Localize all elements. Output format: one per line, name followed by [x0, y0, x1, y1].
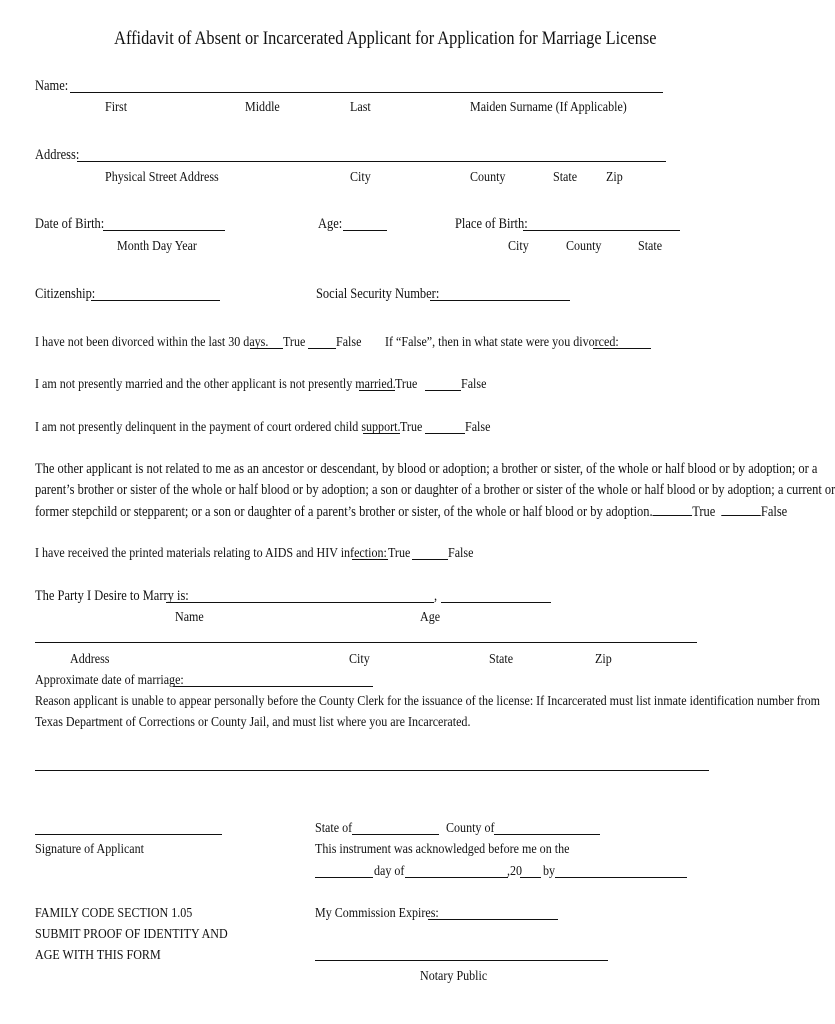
- support-false-label: False: [465, 420, 491, 435]
- notary-year-prefix: ,20: [507, 864, 523, 879]
- pob-city-sublabel: City: [508, 239, 529, 254]
- name-field[interactable]: [70, 92, 663, 93]
- party-age-sublabel: Age: [420, 610, 441, 625]
- relation-false-label: False: [760, 504, 788, 520]
- party-label: The Party I Desire to Marry is:: [35, 588, 189, 604]
- name-first-sublabel: First: [105, 100, 128, 115]
- notary-signature-field[interactable]: [315, 960, 608, 961]
- notary-by-label: by: [543, 864, 556, 879]
- notary-ack-line: This instrument was acknowledged before me on the: [315, 842, 570, 857]
- address-street-sublabel: Physical Street Address: [105, 170, 219, 185]
- pob-state-sublabel: State: [638, 239, 663, 254]
- relation-statement: [35, 459, 835, 523]
- notary-public-label: Notary Public: [420, 969, 488, 984]
- dob-label: Date of Birth:: [35, 216, 105, 232]
- support-true-blank[interactable]: [363, 433, 400, 434]
- applicant-signature-field[interactable]: [35, 834, 222, 835]
- relation-false-blank[interactable]: [721, 501, 761, 516]
- married-true-label: True: [395, 377, 418, 392]
- name-maiden-sublabel: Maiden Surname (If Applicable): [470, 100, 627, 115]
- reason-line-2: Texas Department of Corrections or County Jail, and must list where you are Incarcerated.: [35, 715, 471, 730]
- married-statement: I am not presently married and the other applicant is not presently married.: [35, 377, 396, 392]
- relation-line-1: The other applicant is not related to me as an ancestor or descendant, by blood or adoption; a brother or sister, of the whole or half blood or by adoption; or a: [35, 461, 818, 477]
- address-label: Address:: [35, 147, 80, 163]
- aids-false-blank[interactable]: [412, 559, 448, 560]
- place-of-birth-field[interactable]: [523, 230, 680, 231]
- divorce-false-label: False: [336, 335, 362, 350]
- address-county-sublabel: County: [470, 170, 506, 185]
- married-false-label: False: [461, 377, 487, 392]
- dob-sublabel: Month Day Year: [117, 239, 197, 254]
- aids-true-label: True: [388, 546, 411, 561]
- applicant-signature-label: Signature of Applicant: [35, 842, 145, 857]
- name-middle-sublabel: Middle: [245, 100, 280, 115]
- notary-month-field[interactable]: [405, 877, 508, 878]
- divorce-state-question: If “False”, then in what state were you divorced:: [385, 335, 619, 350]
- party-comma: ,: [434, 588, 438, 604]
- place-of-birth-label: Place of Birth:: [455, 216, 528, 232]
- relation-line-3-text: former stepchild or stepparent; or a son or daughter of a parent’s brother or sister, of the whole or half blood or by adoption.: [35, 504, 653, 520]
- reason-line-1: Reason applicant is unable to appear personally before the County Clerk for the issuance of the license: If Incarcerated must list inmate identification number from: [35, 694, 821, 709]
- married-false-blank[interactable]: [425, 390, 461, 391]
- support-true-label: True: [400, 420, 423, 435]
- support-false-blank[interactable]: [425, 433, 465, 434]
- divorce-true-label: True: [283, 335, 306, 350]
- aids-statement: I have received the printed materials relating to AIDS and HIV infection:: [35, 546, 387, 561]
- married-true-blank[interactable]: [359, 390, 395, 391]
- aids-false-label: False: [448, 546, 474, 561]
- notary-state-label: State of: [315, 821, 353, 836]
- family-code-line-3: AGE WITH THIS FORM: [35, 948, 161, 963]
- pob-county-sublabel: County: [566, 239, 602, 254]
- divorce-false-blank[interactable]: [308, 348, 336, 349]
- party-zip-sublabel: Zip: [595, 652, 612, 667]
- notary-state-field[interactable]: [352, 834, 439, 835]
- age-field[interactable]: [343, 230, 387, 231]
- reason-field[interactable]: [35, 770, 709, 771]
- address-field[interactable]: [77, 161, 666, 162]
- party-age-field[interactable]: [441, 602, 551, 603]
- party-name-sublabel: Name: [175, 610, 204, 625]
- ssn-field[interactable]: [430, 300, 570, 301]
- divorce-state-field[interactable]: [593, 348, 651, 349]
- notary-day-field[interactable]: [315, 877, 373, 878]
- relation-line-2: parent’s brother or sister of the whole or half blood or by adoption; a son or daughter of a brother or sister of the whole or half blood or by adoption; a current or: [35, 482, 835, 498]
- citizenship-label: Citizenship:: [35, 286, 96, 302]
- citizenship-field[interactable]: [91, 300, 220, 301]
- family-code-line-1: FAMILY CODE SECTION 1.05: [35, 906, 193, 921]
- approx-date-label: Approximate date of marriage:: [35, 673, 184, 688]
- commission-expires-label: My Commission Expires:: [315, 906, 439, 921]
- notary-by-field[interactable]: [555, 877, 687, 878]
- relation-line-3: [35, 501, 788, 523]
- commission-expires-field[interactable]: [428, 919, 558, 920]
- notary-day-of-label: day of: [374, 864, 405, 879]
- age-label: Age:: [318, 216, 343, 232]
- party-state-sublabel: State: [489, 652, 514, 667]
- notary-county-field[interactable]: [494, 834, 600, 835]
- party-city-sublabel: City: [349, 652, 370, 667]
- form-title: Affidavit of Absent or Incarcerated Applicant for Application for Marriage License: [113, 28, 657, 49]
- family-code-line-2: SUBMIT PROOF OF IDENTITY AND: [35, 927, 228, 942]
- child-support-statement: I am not presently delinquent in the payment of court ordered child support.: [35, 420, 401, 435]
- name-last-sublabel: Last: [350, 100, 371, 115]
- relation-true-label: True: [692, 504, 716, 520]
- party-name-field[interactable]: [166, 602, 434, 603]
- relation-true-blank[interactable]: [653, 501, 693, 516]
- notary-year-field[interactable]: [520, 877, 541, 878]
- divorce-statement: I have not been divorced within the last 30 days.: [35, 335, 269, 350]
- ssn-label: Social Security Number:: [316, 286, 440, 302]
- party-address-field[interactable]: [35, 642, 697, 643]
- address-zip-sublabel: Zip: [606, 170, 623, 185]
- address-city-sublabel: City: [350, 170, 371, 185]
- divorce-true-blank[interactable]: [250, 348, 283, 349]
- dob-field[interactable]: [103, 230, 225, 231]
- party-address-sublabel: Address: [70, 652, 110, 667]
- name-label: Name:: [35, 78, 69, 94]
- address-state-sublabel: State: [553, 170, 578, 185]
- approx-date-field[interactable]: [173, 686, 373, 687]
- aids-true-blank[interactable]: [352, 559, 388, 560]
- notary-county-label: County of: [446, 821, 495, 836]
